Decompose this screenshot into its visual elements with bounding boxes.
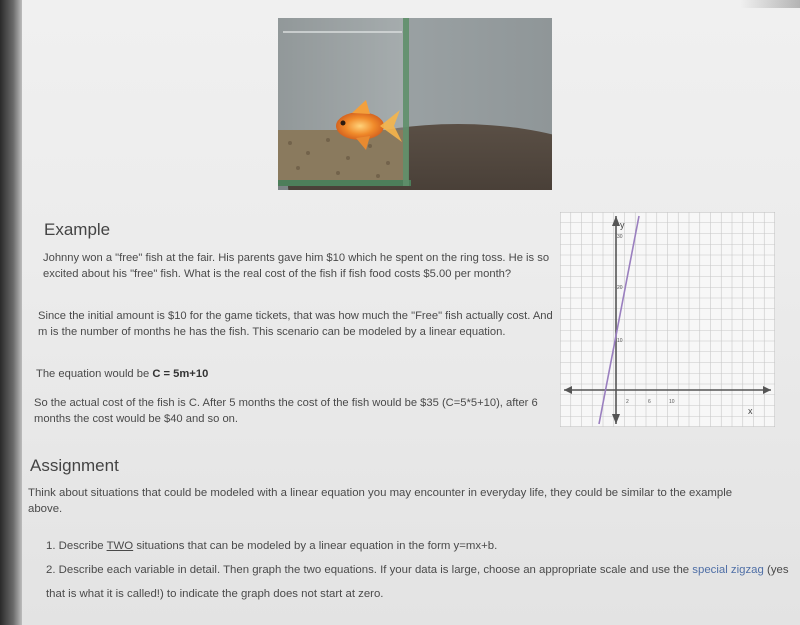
x-tick-10: 10 (669, 399, 675, 405)
x-axis-label: x (748, 406, 753, 416)
screen-edge-shadow (0, 0, 22, 625)
y-axis-label: y (620, 220, 625, 230)
corner-shadow (740, 0, 800, 8)
assignment-intro-text: Think about situations that could be modeled with a linear equation you may encounter in everyday life, they could be similar to the example above. (28, 487, 733, 515)
x-tick-6: 6 (648, 399, 651, 405)
equation: C = 5m+10 (152, 368, 209, 380)
item-number: 2. (46, 564, 56, 576)
assignment-heading: Assignment (30, 456, 119, 475)
special-zigzag-link[interactable]: special zigzag (692, 564, 764, 576)
item-text: Describe (55, 540, 107, 552)
lesson-page (22, 0, 800, 625)
example-problem-text: Johnny won a "free" fish at the fair. His parents gave him $10 which he spent on the ring toss. He is so excited about his "free" fish. What is the real cost of the fish if fish food costs $5.00 per month? (43, 252, 550, 280)
assignment-item-1 (46, 534, 800, 558)
x-tick-2: 2 (626, 399, 629, 405)
y-tick-30: 30 (617, 234, 623, 240)
item-text: Describe each variable in detail. Then graph the two equations. If your data is large, choose an appropriate scale and use the (55, 564, 693, 576)
assignment-item-2 (46, 558, 800, 606)
goldfish-image (278, 18, 552, 190)
item-text: situations that can be modeled by a linear equation in the form y=mx+b. (133, 540, 498, 552)
emphasis-text: TWO (106, 540, 134, 552)
example-heading: Example (44, 220, 111, 239)
linear-graph (560, 212, 775, 427)
y-tick-20: 20 (617, 285, 623, 291)
graph-svg (560, 212, 775, 427)
item-number: 1. (46, 540, 56, 552)
equation-prefix: The equation would be (36, 368, 153, 380)
item-text: (yes that is what it is called!) to indicate the graph does not start at zero. (46, 564, 789, 600)
example-explanation-text: Since the initial amount is $10 for the game tickets, that was how much the "Free" fish actually cost. And m is the number of months he has the fish. This scenario can be modeled by a linear equation. (38, 310, 553, 338)
y-tick-10: 10 (617, 338, 623, 344)
example-equation-line (36, 368, 208, 380)
example-conclusion-text: So the actual cost of the fish is C. After 5 months the cost of the fish would be $35 (C=5*5+10), after 6 months the cost would be $40 and so on. (34, 397, 538, 425)
assignment-list (46, 534, 800, 606)
goldfish-photo (278, 18, 552, 190)
